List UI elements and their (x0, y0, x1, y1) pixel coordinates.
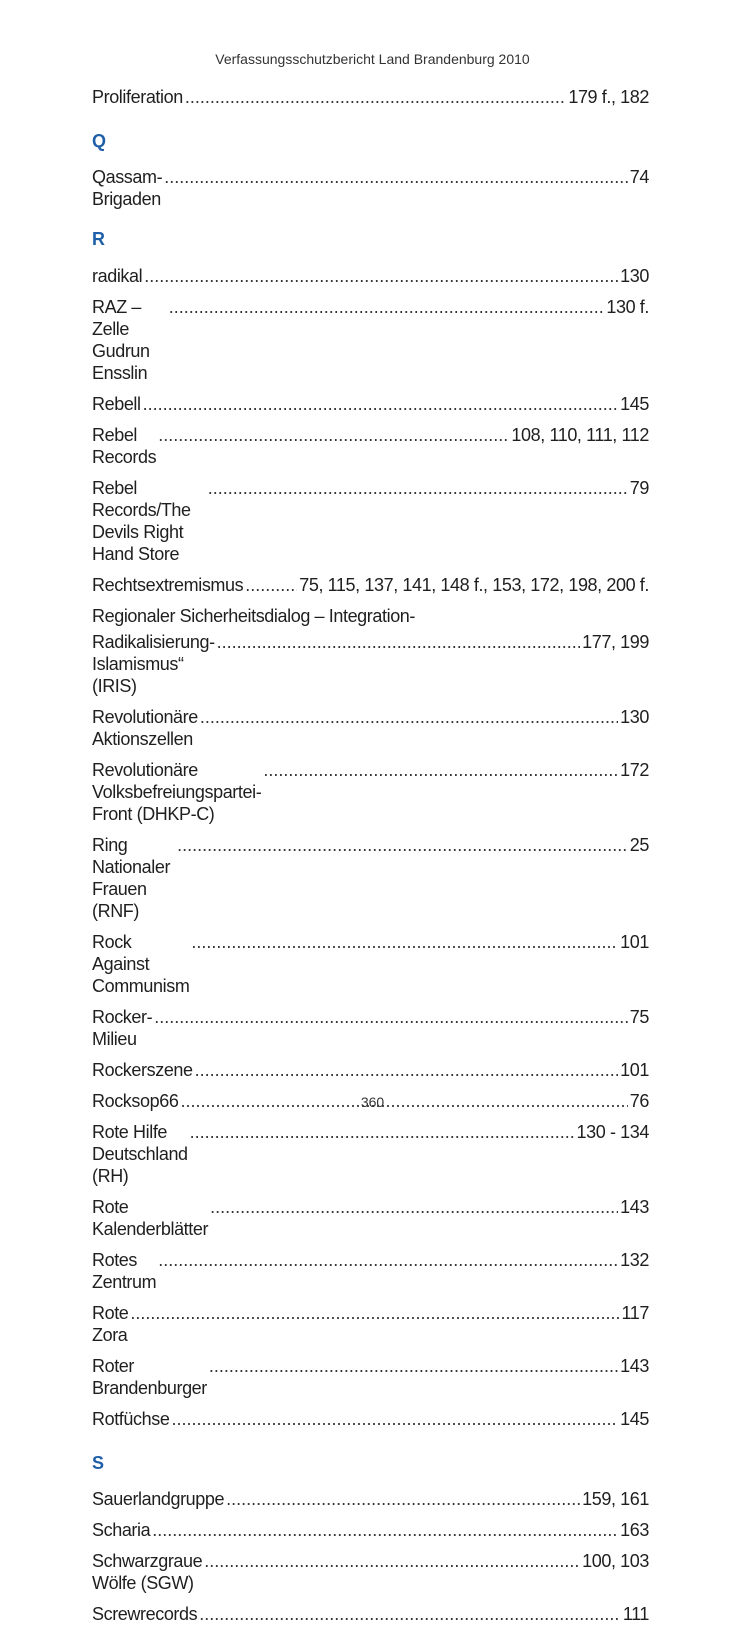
index-pages: 130 (620, 266, 649, 286)
index-term: Rote Hilfe Deutschland (RH) (92, 1122, 193, 1186)
index-term: Revolutionäre Volksbefreiungspartei-Front (DHKP-C) (92, 760, 262, 824)
index-entry (92, 1196, 649, 1240)
index-term-line1: Regionaler Sicherheitsdialog – Integration- (92, 606, 416, 626)
index-entry (92, 477, 649, 565)
index-term: Rebel Records/The Devils Right Hand Store (92, 478, 196, 564)
index-term: Rocker-Milieu (92, 1007, 153, 1049)
index-term: Screwrecords (92, 1604, 198, 1624)
index-entry (92, 931, 649, 997)
index-pages: 172 (620, 760, 649, 780)
leader-dots (245, 574, 297, 596)
index-term: Sauerlandgruppe (92, 1489, 225, 1509)
index-pages: 108, 110, 111, 112 (511, 425, 649, 445)
index-term: Rebell (92, 394, 141, 414)
index-entry (92, 1550, 649, 1594)
index-entry (92, 1059, 649, 1081)
leader-dots (164, 166, 628, 188)
index-term: Ring Nationaler Frauen (RNF) (92, 835, 175, 921)
leader-dots (263, 759, 618, 781)
index-term: Rechtsextremismus (92, 575, 244, 595)
index-term: Rock Against Communism (92, 932, 190, 996)
index-term: Rockerszene (92, 1060, 193, 1080)
leader-dots (144, 265, 618, 287)
index-entry (92, 424, 649, 468)
index-term: Rotfüchse (92, 1409, 170, 1429)
index-entry (92, 86, 649, 108)
leader-dots (195, 1059, 619, 1081)
leader-dots (171, 1408, 618, 1430)
index-entry (92, 296, 649, 384)
index-entry (92, 1519, 649, 1541)
index-pages: 25 (629, 835, 649, 855)
index-entry (92, 1302, 649, 1346)
index-entry (92, 834, 649, 922)
index-entry (92, 393, 649, 415)
index-term: Revolutionäre Aktionszellen (92, 707, 202, 749)
leader-dots (169, 296, 605, 318)
index-term: radikal (92, 266, 143, 286)
leader-dots (210, 1196, 618, 1218)
index-pages: 143 (620, 1197, 649, 1217)
index-pages: 130 - 134 (576, 1122, 649, 1142)
index-entry (92, 706, 649, 750)
index-entry (92, 631, 649, 697)
leader-dots (217, 631, 580, 653)
index-pages: 111 (622, 1604, 649, 1624)
leader-dots (177, 834, 628, 856)
section-letter: Q (92, 131, 107, 151)
index-term: Schwarzgraue Wölfe (SGW) (92, 1551, 207, 1593)
index-pages: 145 (620, 394, 649, 414)
leader-dots (143, 393, 619, 415)
index-pages: 74 (629, 167, 649, 187)
section-letter: R (92, 229, 105, 249)
index-entry (92, 1355, 649, 1399)
index-entry (92, 166, 649, 210)
leader-dots (185, 86, 566, 108)
index-entry (92, 1408, 649, 1430)
index-pages: 177, 199 (582, 632, 649, 652)
index-term: Proliferation (92, 87, 183, 107)
index-pages: 117 (621, 1303, 649, 1323)
leader-dots (158, 1249, 618, 1271)
index-pages: 179 f., 182 (568, 87, 649, 107)
index-entry (92, 1249, 649, 1293)
leader-dots (190, 1121, 575, 1143)
index-pages: 143 (620, 1356, 649, 1376)
running-header: Verfassungsschutzbericht Land Brandenburg 2010 (215, 51, 530, 67)
page-number: 360 (360, 1094, 385, 1110)
leader-dots (226, 1488, 580, 1510)
index-entry-multiline (92, 605, 649, 697)
index-term: Qassam-Brigaden (92, 167, 163, 209)
leader-dots (152, 1519, 618, 1541)
index-term: Rote Kalenderblätter (92, 1197, 209, 1239)
index-pages: 101 (620, 1060, 649, 1080)
index-pages: 79 (629, 478, 649, 498)
index-entry (92, 1488, 649, 1510)
index-term: RAZ – Zelle Gudrun Ensslin (92, 297, 155, 383)
leader-dots (209, 1355, 618, 1377)
leader-dots (204, 1550, 580, 1572)
index-term: Roter Brandenburger (92, 1356, 207, 1398)
index-term: Radikalisierung-Islamismus“ (IRIS) (92, 632, 215, 696)
index-pages: 100, 103 (582, 1551, 649, 1571)
leader-dots (130, 1302, 619, 1324)
section-letter: S (92, 1453, 105, 1473)
index-entry (92, 1121, 649, 1187)
index-pages: 75 (629, 1007, 649, 1027)
leader-dots (208, 477, 628, 499)
index-entry (92, 1603, 649, 1625)
index-list (92, 86, 649, 1634)
index-entry (92, 759, 649, 825)
index-term: Rotes Zentrum (92, 1250, 157, 1292)
leader-dots (191, 931, 618, 953)
index-entry (92, 574, 649, 596)
index-term: Scharia (92, 1520, 151, 1540)
index-entry (92, 1006, 649, 1050)
index-pages: 145 (620, 1409, 649, 1429)
leader-dots (154, 1006, 628, 1028)
leader-dots (200, 706, 618, 728)
index-pages: 159, 161 (582, 1489, 649, 1509)
index-pages: 130 f. (606, 297, 649, 317)
index-pages: 75, 115, 137, 141, 148 f., 153, 172, 198, 200 f. (299, 575, 649, 595)
leader-dots (158, 424, 509, 446)
index-term: Rocksop66 (92, 1091, 179, 1111)
index-pages: 130 (620, 707, 649, 727)
index-pages: 101 (620, 932, 649, 952)
index-pages: 163 (620, 1520, 649, 1540)
index-pages: 76 (629, 1091, 649, 1111)
index-term: Rebel Records (92, 425, 157, 467)
index-term: Rote Zora (92, 1303, 134, 1345)
index-entry (92, 265, 649, 287)
index-pages: 132 (620, 1250, 649, 1270)
leader-dots (199, 1603, 621, 1625)
